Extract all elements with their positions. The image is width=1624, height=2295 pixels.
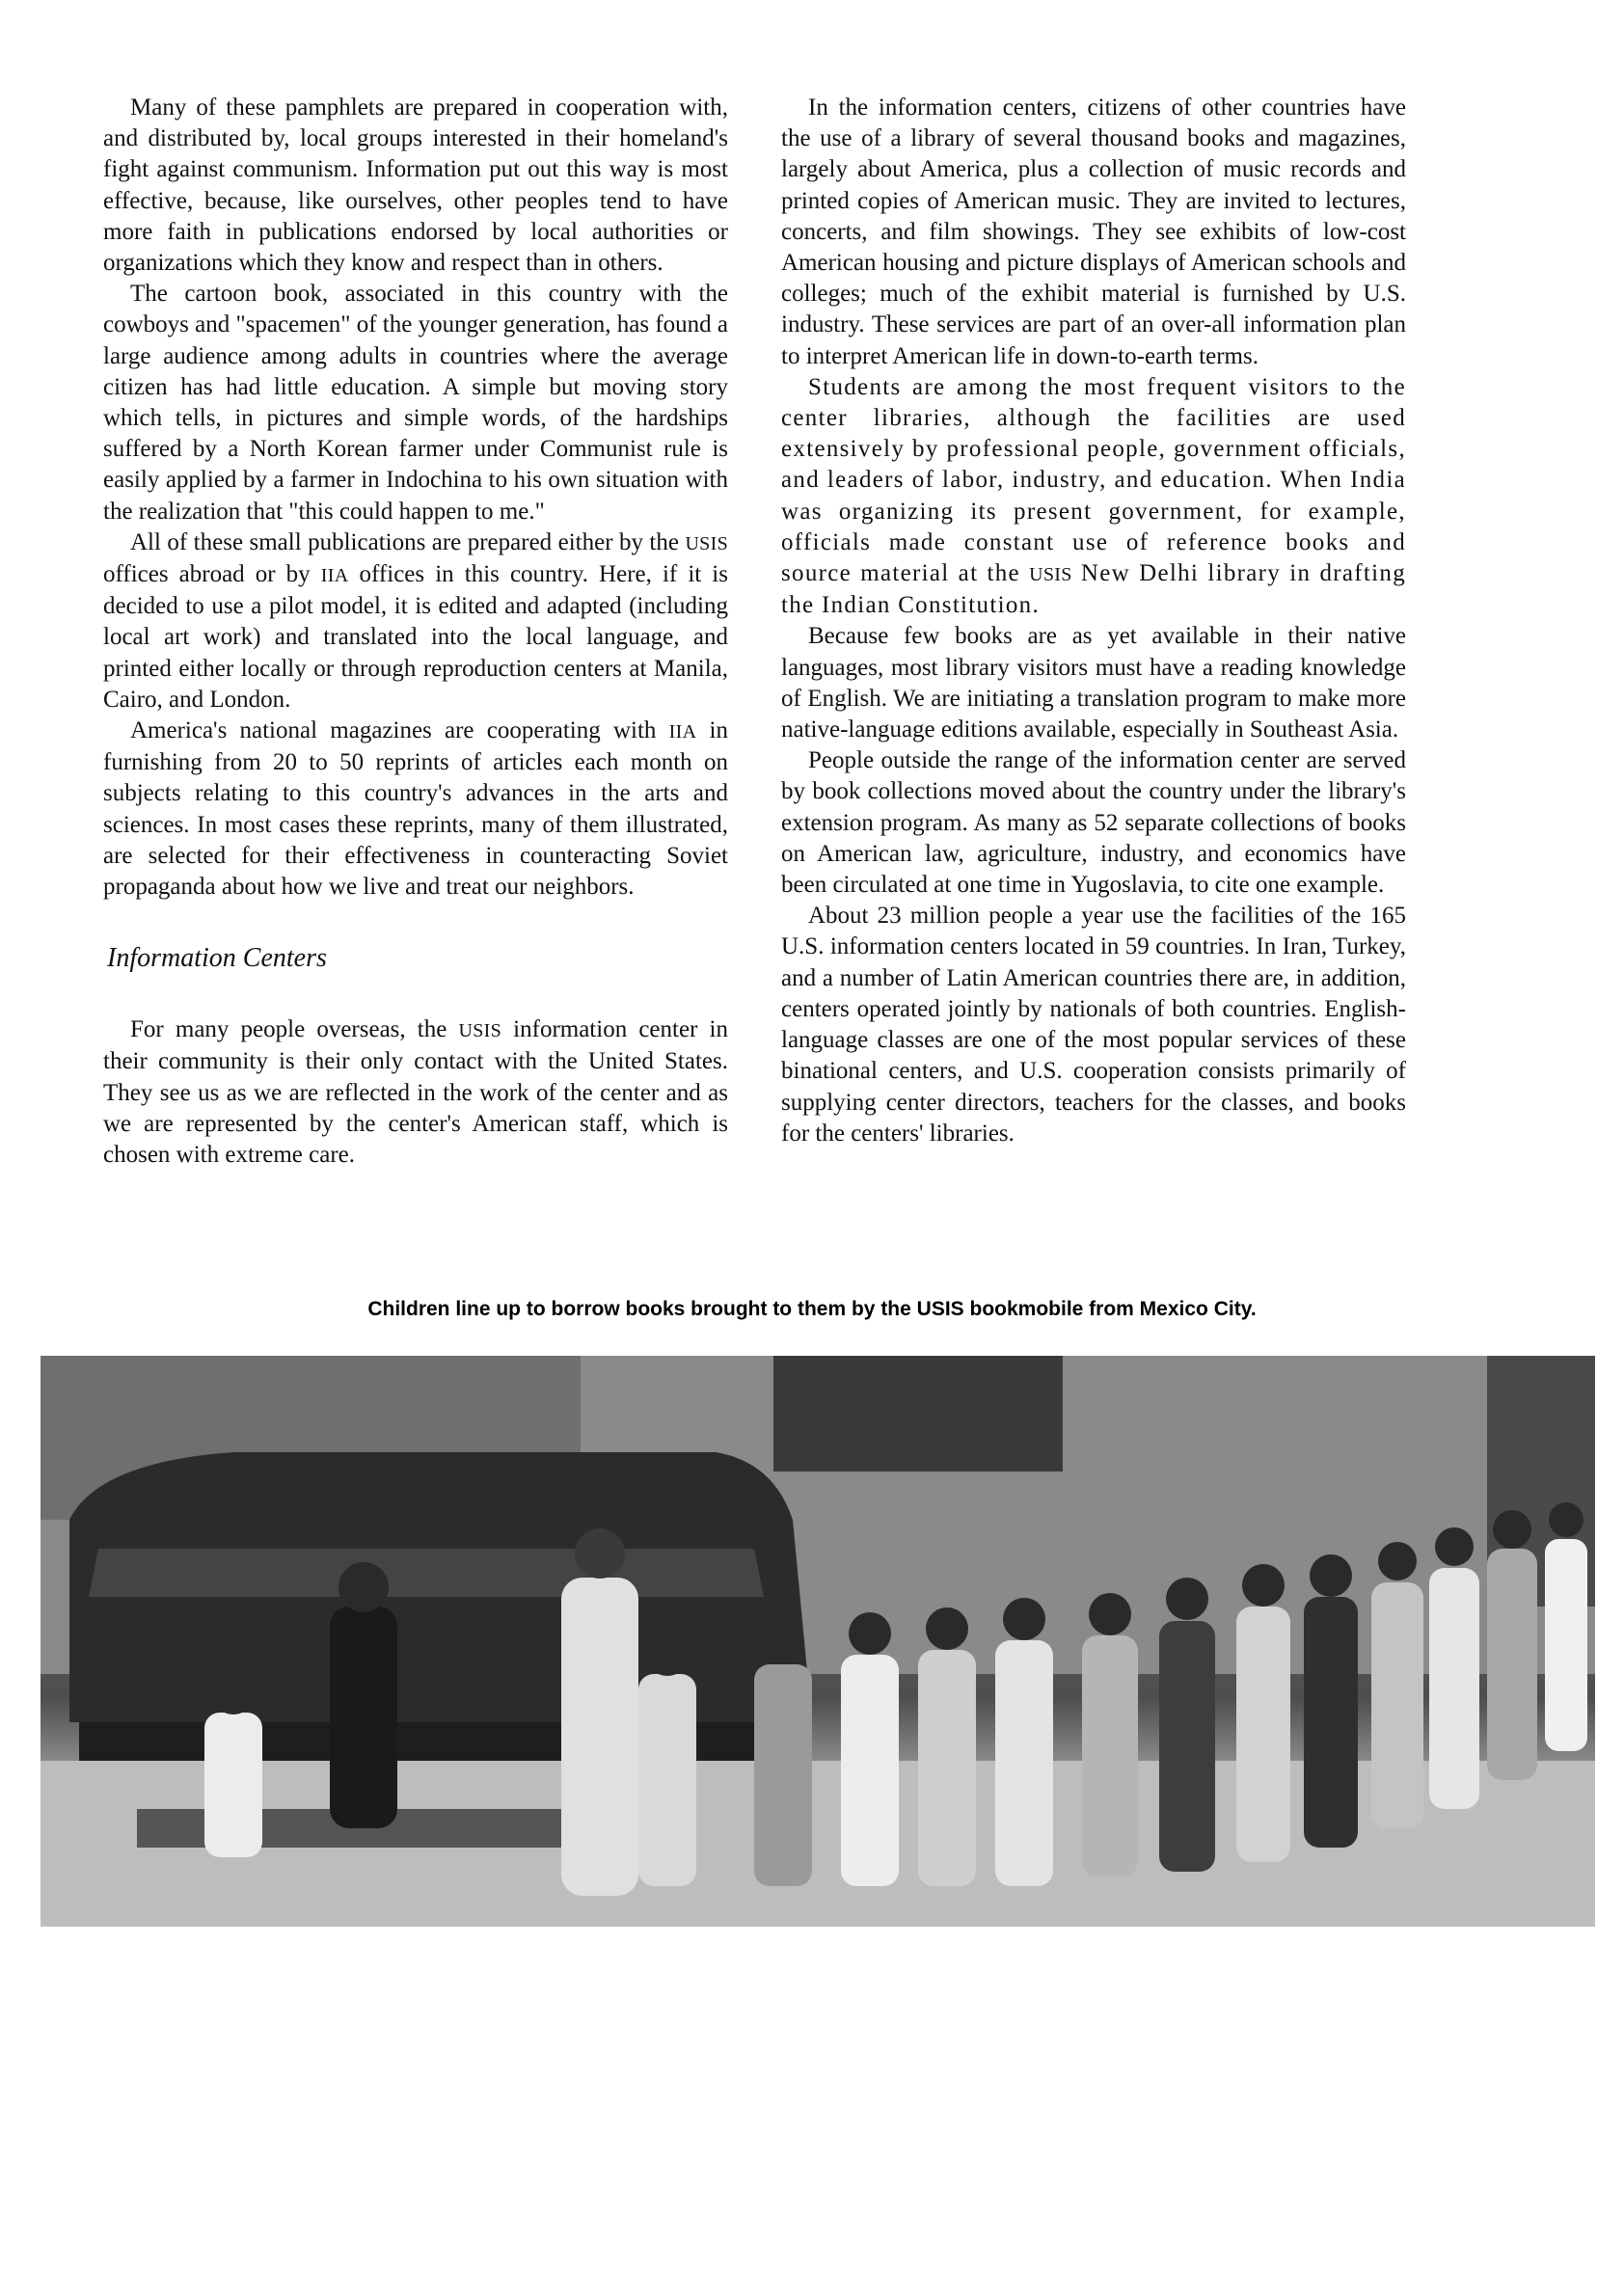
section-heading: Information Centers: [107, 943, 327, 974]
paragraph: [103, 716, 728, 903]
window: [773, 1356, 1063, 1472]
text-run: in furnishing from 20 to 50 reprints of articles each month on subjects relating to this country's advances in the arts and sciences. In most cases these reprints, many of them illustrated, are selected for their effectiveness in counteracting Soviet propaganda about how we live and treat our neighbors.: [103, 717, 728, 901]
text-run: All of these small publications are prepared either by the: [130, 528, 686, 555]
paragraph: Because few books are as yet available in their native languages, most library visitors must have a reading knowledge of English. We are initiating a translation program to make more native-language editions available, especially in Southeast Asia.: [781, 623, 1406, 743]
text-run: For many people overseas, the: [130, 1016, 459, 1043]
usis-abbrev: USIS: [1029, 564, 1072, 586]
van-bumper: [79, 1722, 812, 1761]
woman-figure: [330, 1606, 397, 1828]
bookmobile-photo: [41, 1356, 1595, 1927]
iia-abbrev: IIA: [320, 565, 349, 587]
text-run: New Delhi library in drafting the Indian Constitution.: [781, 560, 1406, 619]
text-run: offices abroad or by: [103, 561, 321, 588]
paragraph: Many of these pamphlets are prepared in cooperation with, and distributed by, local groups interested in their homeland's fight against communism. Information put out this way is most effective, because, like ourselves, other peoples tend to have more faith in publications endorsed by local authorities or organizations which they know and respect than in others.: [103, 94, 728, 277]
van-grille: [89, 1549, 764, 1597]
text-run: Students are among the most frequent visitors to the center libraries, although the facilities are used extensively by professional people, government officials, and leaders of labor, industry, and education. When India was organizing its present government, for example, officials made constant use of reference books and source material at the: [781, 373, 1406, 587]
usis-abbrev: USIS: [458, 1020, 502, 1042]
man-figure: [561, 1578, 638, 1896]
man-head: [575, 1528, 625, 1579]
paragraph: [103, 527, 728, 716]
photo-illustration: [41, 1356, 1595, 1927]
iia-abbrev: IIA: [668, 721, 697, 743]
text-run: offices in this country. Here, if it is decided to use a pilot model, it is edited and adapted (including local art work) and translated into the local language, and printed either locally or through reproduction centers at Manila, Cairo, and London.: [103, 561, 728, 713]
paragraph: About 23 million people a year use the facilities of the 165 U.S. information centers located in 59 countries. In Iran, Turkey, and a number of Latin American countries there are, in addition, centers operated jointly by nationals of both countries. English-language classes are one of the most popular services of these binational centers, and U.S. cooperation consists primarily of supplying center directors, teachers for the classes, and books for the centers' libraries.: [781, 903, 1406, 1147]
paragraph: People outside the range of the information center are served by book collections moved about the country under the library's extension program. As many as 52 separate collections of books on American law, agriculture, industry, and economics have been circulated at one time in Yugoslavia, to cite one example.: [781, 747, 1406, 899]
usis-abbrev: USIS: [685, 532, 728, 554]
woman-head: [338, 1562, 389, 1612]
text-run: America's national magazines are cooperating with: [130, 717, 669, 744]
paragraph: In the information centers, citizens of other countries have the use of a library of several thousand books and magazines, largely about America, plus a collection of music records and printed copies of American music. They are invited to lectures, concerts, and film showings. They see exhibits of low-cost American housing and picture displays of American schools and colleges; much of the exhibit material is furnished by U.S. industry. These services are part of an over-all information plan to interpret American life in down-to-earth terms.: [781, 94, 1406, 369]
right-column: [781, 93, 1406, 1149]
paragraph: [103, 1014, 728, 1171]
text-run: information center in their community is their only contact with the United States. They see us as we are reflected in the work of the center and as we are represented by the center's American staff, which is chosen with extreme care.: [103, 1016, 728, 1169]
photo-caption: Children line up to borrow books brought to them by the USIS bookmobile from Mexico City.: [367, 1298, 1257, 1320]
left-column: [103, 93, 728, 1171]
paragraph: [781, 372, 1406, 622]
paragraph: The cartoon book, associated in this country with the cowboys and "spacemen" of the younger generation, has found a large audience among adults in countries where the average citizen has had little education. A simple but moving story which tells, in pictures and simple words, of the hardships suffered by a North Korean farmer under Communist rule is easily applied by a farmer in Indochina to his own situation with the realization that "this could happen to me.": [103, 281, 728, 525]
